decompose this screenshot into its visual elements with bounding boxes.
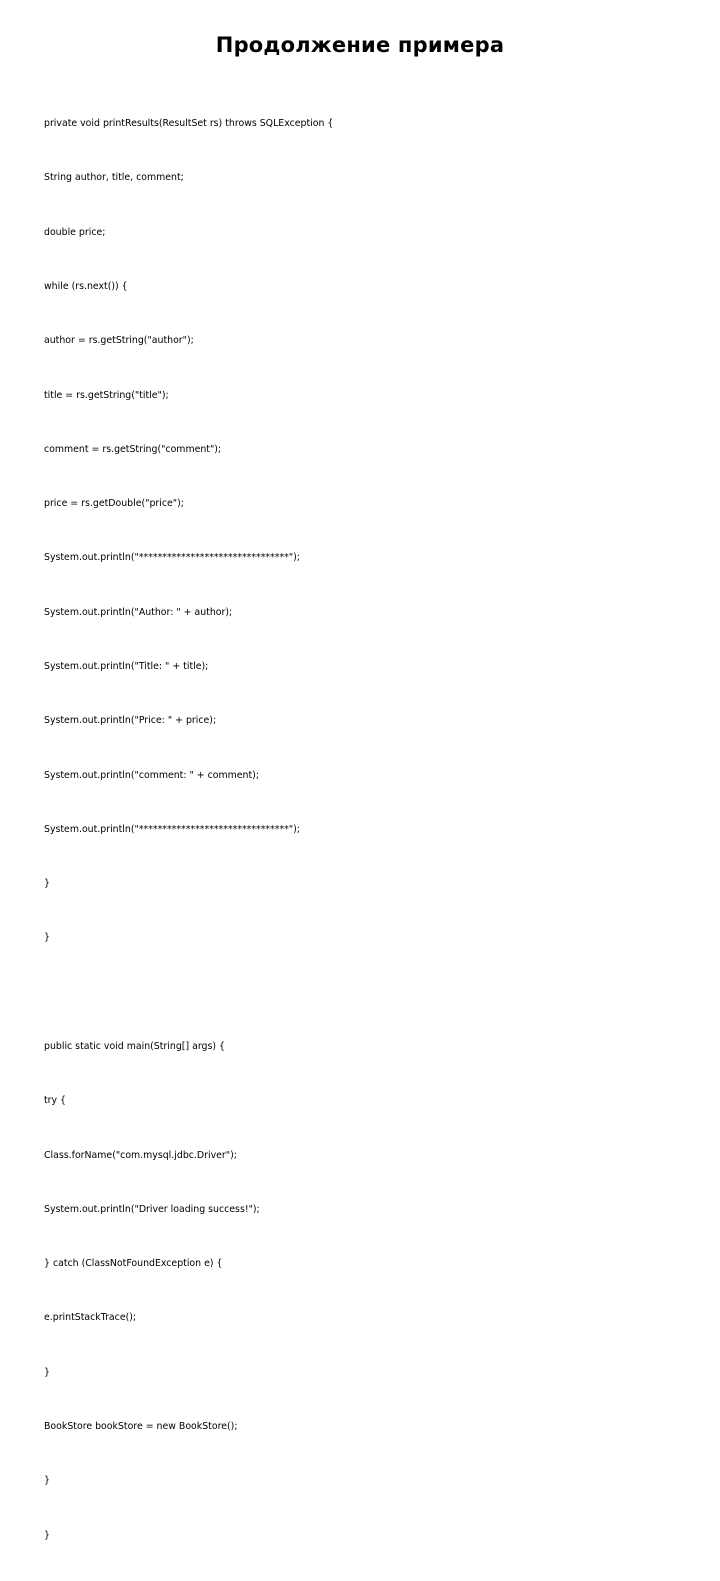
code-line: private void printResults(ResultSet rs) throws SQLException { <box>44 118 334 130</box>
code-line: price = rs.getDouble("price"); <box>44 498 184 510</box>
code-line: System.out.println("Price: " + price); <box>44 715 217 727</box>
code-line: e.printStackTrace(); <box>44 1312 137 1324</box>
code-line: } catch (ClassNotFoundException e) { <box>44 1258 223 1270</box>
code-line: try { <box>44 1095 67 1107</box>
code-line: BookStore bookStore = new BookStore(); <box>44 1420 238 1432</box>
slide-title: Продолжение примера <box>215 33 505 57</box>
code-line: author = rs.getString("author"); <box>44 335 194 347</box>
code-line: } <box>44 1475 50 1487</box>
code-line: System.out.println("********************************"); <box>44 823 300 835</box>
code-line: System.out.println("Author: " + author); <box>44 606 233 618</box>
code-line: Class.forName("com.mysql.jdbc.Driver"); <box>44 1149 237 1161</box>
code-block <box>44 79 684 1581</box>
code-line: String author, title, comment; <box>44 172 184 184</box>
code-line: title = rs.getString("title"); <box>44 389 169 401</box>
code-line: System.out.println("comment: " + comment); <box>44 769 259 781</box>
code-line: while (rs.next()) { <box>44 281 128 293</box>
code-line: public static void main(String[] args) { <box>44 1040 225 1052</box>
code-line: System.out.println("Title: " + title); <box>44 661 209 672</box>
code-line: } <box>44 932 50 944</box>
code-line: } <box>44 878 50 890</box>
code-line: double price; <box>44 226 106 238</box>
code-line: System.out.println("Driver loading success!"); <box>44 1203 260 1215</box>
code-line <box>44 984 684 1002</box>
code-line: } <box>44 1529 50 1541</box>
code-line: } <box>44 1366 50 1378</box>
code-line: comment = rs.getString("comment"); <box>44 443 222 455</box>
code-line: System.out.println("********************************"); <box>44 552 300 564</box>
